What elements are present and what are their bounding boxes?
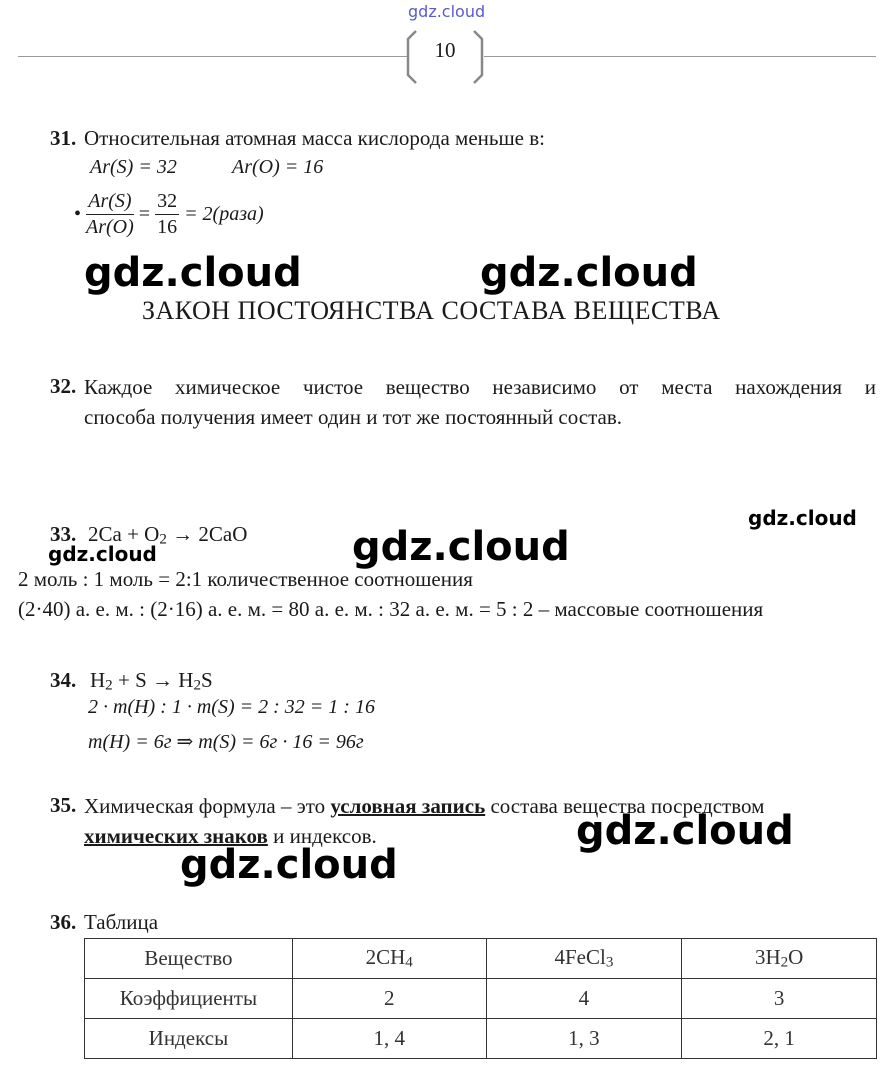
q31-fraction-num [155, 190, 179, 239]
table-header-cell: $2CH_4$ [292, 939, 486, 979]
watermark: gdz.cloud [84, 250, 302, 296]
table-cell: 4 [486, 979, 682, 1019]
q31-bullet: • [74, 203, 82, 225]
q31-den2: 16 [157, 216, 178, 238]
q36-label: Таблица [84, 910, 159, 934]
q32-number: 32. [50, 374, 77, 398]
q31-text: Относительная атомная масса кислорода меньше в: [84, 126, 545, 150]
table-header-cell: $3H_2O$ [682, 939, 877, 979]
watermark: gdz.cloud [576, 808, 794, 854]
table-cell: 3 [682, 979, 877, 1019]
q33-reaction: $2Ca + O_2 \to 2CaO$ [88, 522, 248, 548]
q31-fraction-ar [86, 190, 134, 239]
table-row [85, 979, 877, 1019]
table-cell: 1, 4 [292, 1019, 486, 1059]
q35-term-conditional-record: условная запись [330, 794, 486, 818]
q31-frac-num: Ar(S) [86, 190, 134, 215]
table-header-cell: Вещество [85, 939, 293, 979]
table-cell: 2, 1 [682, 1019, 877, 1059]
watermark: gdz.cloud [48, 542, 157, 566]
table-header-cell: 4FeCl$_3$ [486, 939, 682, 979]
q31-number: 31. [50, 126, 77, 150]
q31-eq: = [138, 203, 151, 225]
site-label[interactable]: gdz.cloud [408, 2, 486, 21]
header-rule-left [18, 56, 408, 57]
table-cell: 1, 3 [486, 1019, 682, 1059]
q36-number: 36. [50, 910, 77, 934]
q32-text [84, 372, 876, 432]
watermark: gdz.cloud [180, 842, 398, 888]
table-cell: Коэффициенты [85, 979, 293, 1019]
section-title: ЗАКОН ПОСТОЯНСТВА СОСТАВА ВЕЩЕСТВА [142, 296, 721, 325]
q35-line1: Химическая формула – это условная запись состава вещества посредством [84, 794, 765, 818]
q32-line1: Каждое химическое чистое вещество независимо от места нахождения и [84, 375, 876, 399]
q33-mol-line: 2 моль : 1 моль = 2:1 количественное соотношения [18, 567, 473, 591]
q31-ar-o: Ar(O) = 16 [232, 156, 324, 178]
table-cell: 2 [292, 979, 486, 1019]
q35-number: 35. [50, 793, 77, 817]
table-cell: Индексы [85, 1019, 293, 1059]
q33-number: 33. [50, 522, 77, 546]
q31-num2: 32 [155, 190, 179, 215]
watermark: gdz.cloud [748, 506, 857, 530]
header-rule-right [484, 56, 876, 57]
table-header-row [85, 939, 877, 979]
q34-line2: m(H) = 6г ⇒ m(S) = 6г · 16 = 96г [88, 731, 364, 753]
page-number: 10 [434, 38, 456, 62]
q31-result: = 2(раза) [184, 203, 264, 225]
q32-line2: способа получения имеет один и тот же постоянный состав. [84, 405, 623, 429]
q36-table [84, 938, 877, 1059]
q35-line2: химических знаков и индексов. [84, 824, 377, 848]
q34-line1: 2 · m(H) : 1 · m(S) = 2 : 32 = 1 : 16 [88, 696, 375, 718]
watermark: gdz.cloud [352, 524, 570, 570]
q34-number: 34. [50, 668, 77, 692]
q35-term-chemical-signs: химических знаков [84, 824, 268, 848]
q31-ar-s: Ar(S) = 32 [90, 156, 177, 178]
q31-frac-den: Ar(O) [86, 216, 134, 238]
table-row [85, 1019, 877, 1059]
q33-mass-line: (2·40) а. е. м. : (2·16) а. е. м. = 80 а. е. м. : 32 а. е. м. = 5 : 2 – массовые соотношения [18, 597, 764, 621]
q31-formula [74, 190, 264, 239]
watermark: gdz.cloud [480, 250, 698, 296]
q34-reaction: $H_2 + S \to H_2S$ [90, 668, 213, 694]
